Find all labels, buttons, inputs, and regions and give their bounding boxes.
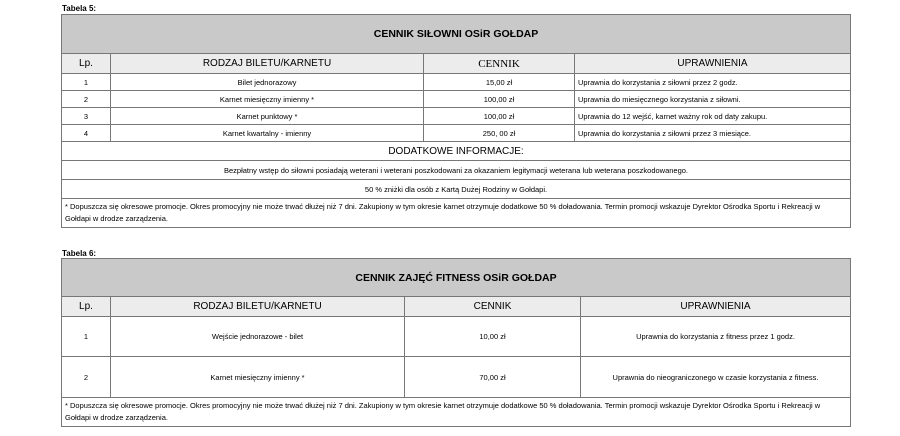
table-row	[62, 108, 851, 125]
table-row	[62, 91, 851, 108]
row-lp: 2	[62, 357, 111, 398]
row-price: 10,00 zł	[405, 317, 581, 357]
row-rights: Uprawnia do 12 wejść, karnet ważny rok od daty zakupu.	[575, 108, 851, 125]
header-lp: Lp.	[62, 54, 111, 74]
table-row	[62, 74, 851, 91]
row-lp: 1	[62, 74, 111, 91]
row-price: 250, 00 zł	[424, 125, 575, 142]
header-rights: UPRAWNIENIA	[575, 54, 851, 74]
info-family-card: 50 % zniżki dla osób z Kartą Dużej Rodziny w Gołdapi.	[62, 180, 851, 199]
header-rights: UPRAWNIENIA	[581, 297, 851, 317]
row-rights: Uprawnia do korzystania z siłowni przez 3 miesiące.	[575, 125, 851, 142]
info-veterans: Bezpłatny wstęp do siłowni posiadają weterani i weterani poszkodowani za okazaniem legitymacji weterana lub weterana poszkodowanego.	[62, 161, 851, 180]
row-price: 70,00 zł	[405, 357, 581, 398]
row-lp: 3	[62, 108, 111, 125]
row-rights: Uprawnia do miesięcznego korzystania z siłowni.	[575, 91, 851, 108]
fitness-price-table	[61, 258, 851, 427]
row-rights: Uprawnia do korzystania z fitness przez 1 godz.	[581, 317, 851, 357]
row-lp: 4	[62, 125, 111, 142]
additional-info-title: DODATKOWE INFORMACJE:	[62, 142, 851, 161]
row-rights: Uprawnia do korzystania z siłowni przez 2 godz.	[575, 74, 851, 91]
promotion-note: * Dopuszcza się okresowe promocje. Okres promocyjny nie może trwać dłużej niż 7 dni. Zakupiony w tym okresie karnet otrzymuje dodatkowe 50 % doładowania. Termin promocji wskazuje Dyrektor Ośrodka Sportu i Rekreacji w Gołdapi w drodze zarządzenia.	[62, 199, 851, 228]
header-lp: Lp.	[62, 297, 111, 317]
row-ticket-type: Karnet miesięczny imienny *	[111, 357, 405, 398]
gym-price-table	[61, 14, 851, 228]
header-ticket-type: RODZAJ BILETU/KARNETU	[111, 297, 405, 317]
row-ticket-type: Wejście jednorazowe - bilet	[111, 317, 405, 357]
row-price: 15,00 zł	[424, 74, 575, 91]
row-lp: 2	[62, 91, 111, 108]
table-row	[62, 357, 851, 398]
row-price: 100,00 zł	[424, 108, 575, 125]
header-ticket-type: RODZAJ BILETU/KARNETU	[111, 54, 424, 74]
row-price: 100,00 zł	[424, 91, 575, 108]
table-row	[62, 125, 851, 142]
table6-caption: Tabela 6:	[62, 249, 97, 258]
table-row	[62, 317, 851, 357]
table5-title: CENNIK SIŁOWNI OSiR GOŁDAP	[62, 15, 851, 54]
row-rights: Uprawnia do nieograniczonego w czasie korzystania z fitness.	[581, 357, 851, 398]
row-ticket-type: Karnet miesięczny imienny *	[111, 91, 424, 108]
table6-title: CENNIK ZAJĘĆ FITNESS OSiR GOŁDAP	[62, 259, 851, 297]
row-lp: 1	[62, 317, 111, 357]
header-price: CENNIK	[424, 54, 575, 74]
row-ticket-type: Karnet punktowy *	[111, 108, 424, 125]
row-ticket-type: Karnet kwartalny - imienny	[111, 125, 424, 142]
header-price: CENNIK	[405, 297, 581, 317]
promotion-note: * Dopuszcza się okresowe promocje. Okres promocyjny nie może trwać dłużej niż 7 dni. Zakupiony w tym okresie karnet otrzymuje dodatkowe 50 % doładowania. Termin promocji wskazuje Dyrektor Ośrodka Sportu i Rekreacji w Gołdapi w drodze zarządzenia.	[62, 398, 851, 427]
row-ticket-type: Bilet jednorazowy	[111, 74, 424, 91]
table5-caption: Tabela 5:	[62, 4, 97, 13]
